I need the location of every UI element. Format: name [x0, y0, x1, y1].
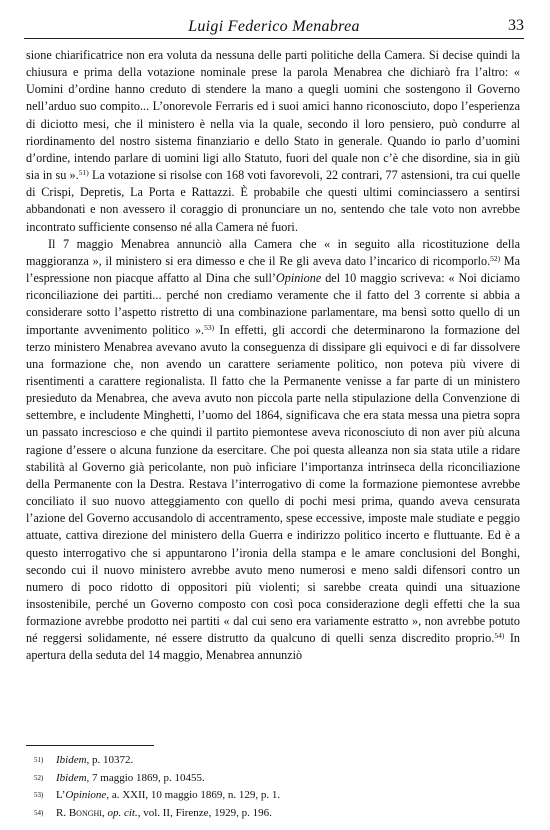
footnote-text: Ibidem, 7 maggio 1869, p. 10455. [56, 771, 205, 784]
footnote-reference: 52) [490, 253, 501, 263]
page-number: 33 [508, 17, 524, 34]
footnotes [34, 753, 514, 823]
newspaper-title: Opinione [275, 271, 322, 286]
paragraph-text: In apertura della seduta del 14 maggio, Menabrea annunziò [26, 631, 521, 663]
paragraph [26, 236, 520, 665]
footnote-text: L’Opinione, a. XXII, 10 maggio 1869, n. 129, p. 1. [56, 789, 281, 801]
footnote-number: 54) [34, 808, 44, 817]
footnote [34, 753, 514, 771]
footnote-reference: 53) [204, 322, 215, 332]
footnote-reference: 51) [78, 168, 89, 178]
footnote-text: Ibidem, p. 10372. [56, 754, 134, 766]
paragraph-text: In effetti, gli accordi che determinarono la formazione del terzo ministero Menabrea avevano avuto la conseguenza di dissipare gli equivoci e di far dissolvere una formazione che, non avendo un carattere seriamente politico, non poteva più vivere di risentimenti a carattere regionalista. Il fatto che la Permanente venisse a far parte di un ministero presieduto da Menabrea, che aveva avuto non piccola parte nella stipulazione della Convenzione di settembre, e includente Minghetti, l’uomo del 1864, significava che era stata messa una pietra sopra un passato increscioso e che quindi il partito piemontese aveva riconosciuto di non aver più alcuna ragione d’essere o alcuna funzione da esercitare. Che poi questa alleanza non sia stata utile a ridare stabilità al Governo già pericolante, non può inficiare l’importanza intrinseca della riconciliazione della Permanente con la Destra. Restava l’interrogativo di come la formazione piemontese avrebbe conciliato il suo nuovo atteggiamento con quello di pochi mesi prima, quando aveva censurata l’azione del Governo accusandolo di accentramento, spese eccessive, imposte male studiate e peggio attuate, cattiva direzione del ministero della Guerra e indirizzo politico incerto e fluttuante. Ed è a questo interrogativo che si appuntarono l’ironia della stampa e le amare conclusioni del Bonghi, secondo cui il nuovo ministero avrebbe avuto meno numerosi e meno saldi difensori contro un numero di poco ridotto di oppositori più violenti; si sarebbe creata quindi una situazione insostenibile, perché un Governo composto con così poca considerazione degli effetti che la sua formazione avrebbe prodotto nei partiti « dal cui seno era variamente estratto », non avrebbe potuto né reggersi solidamente, né essere distrutto da qualcuno di quelli senza discredito proprio. [26, 322, 520, 646]
paragraph [26, 47, 520, 236]
body-text [26, 47, 520, 665]
paragraph-text: Ma l’espressione non piacque affatto al Dina che sull’ [26, 253, 520, 286]
footnote-number: 53) [34, 791, 44, 799]
footnote [34, 771, 514, 789]
footnote-number: 51) [34, 756, 44, 764]
footnote-divider [26, 745, 154, 746]
paragraph-text: sione chiarificatrice non era voluta da nessuna delle parti politiche della Camera. Si decise quindi la chiusura e prima della votazione nominale prese la parola Menabrea che dichiarò fra l’altro: « Uomini d’ordine hanno creduto di stendere la mano a quegli uomini che sostengono il Governo nell’arduo suo compito... L’onorevole Ferraris ed i suoi amici hanno riconosciuto, dopo l’esperienza di diciotto mesi, che il ministero è nella via la quale, secondo il loro pensiero, può condurre al riordinamento del nostro sistema finanziario e dello Stato in generale. Quando io parlo d’uomini d’ordine, intendo parlare di uomini ligi allo Statuto, fuori del quale non c’è che disordine, sia in giù sia in su ». [26, 48, 520, 183]
paragraph-text: Il 7 maggio Menabrea annunciò alla Camera che « in seguito alla ricostituzione della maggioranza », il ministero si era dimesso e che il Re gli aveva dato l’incarico di ricomporlo. [26, 236, 520, 268]
footnote-text: R. Bonghi, op. cit., vol. II, Firenze, 1929, p. 196. [56, 806, 272, 819]
paragraph-text: La votazione si risolse con 168 voti favorevoli, 22 contrari, 77 astensioni, tra cui quelle di Crispi, Depretis, La Porta e Rattazzi. È probabile che questi ultimi cominciassero a sentirsi abbandonati e non avessero il coraggio di pronunciare un no, sentendo che tale voto non avrebbe incontrato sufficiente consenso né alla Camera né fuori. [26, 168, 520, 234]
running-title: Luigi Federico Menabrea [188, 18, 360, 35]
footnote [34, 788, 514, 806]
footnote-reference: 54) [494, 631, 505, 641]
footnote-number: 52) [34, 773, 44, 782]
paragraph-text: del 10 maggio scriveva: « Noi diciamo riconciliazione dei partiti... perché non crediamo veramente che il fatto del 3 corrente si abbia a considerare sotto l’aspetto ristretto di una combinazione parlamentare, ma bensì sotto quello di un importante avvenimento politico ». [26, 271, 520, 337]
running-header [24, 14, 524, 39]
footnote [34, 806, 514, 824]
